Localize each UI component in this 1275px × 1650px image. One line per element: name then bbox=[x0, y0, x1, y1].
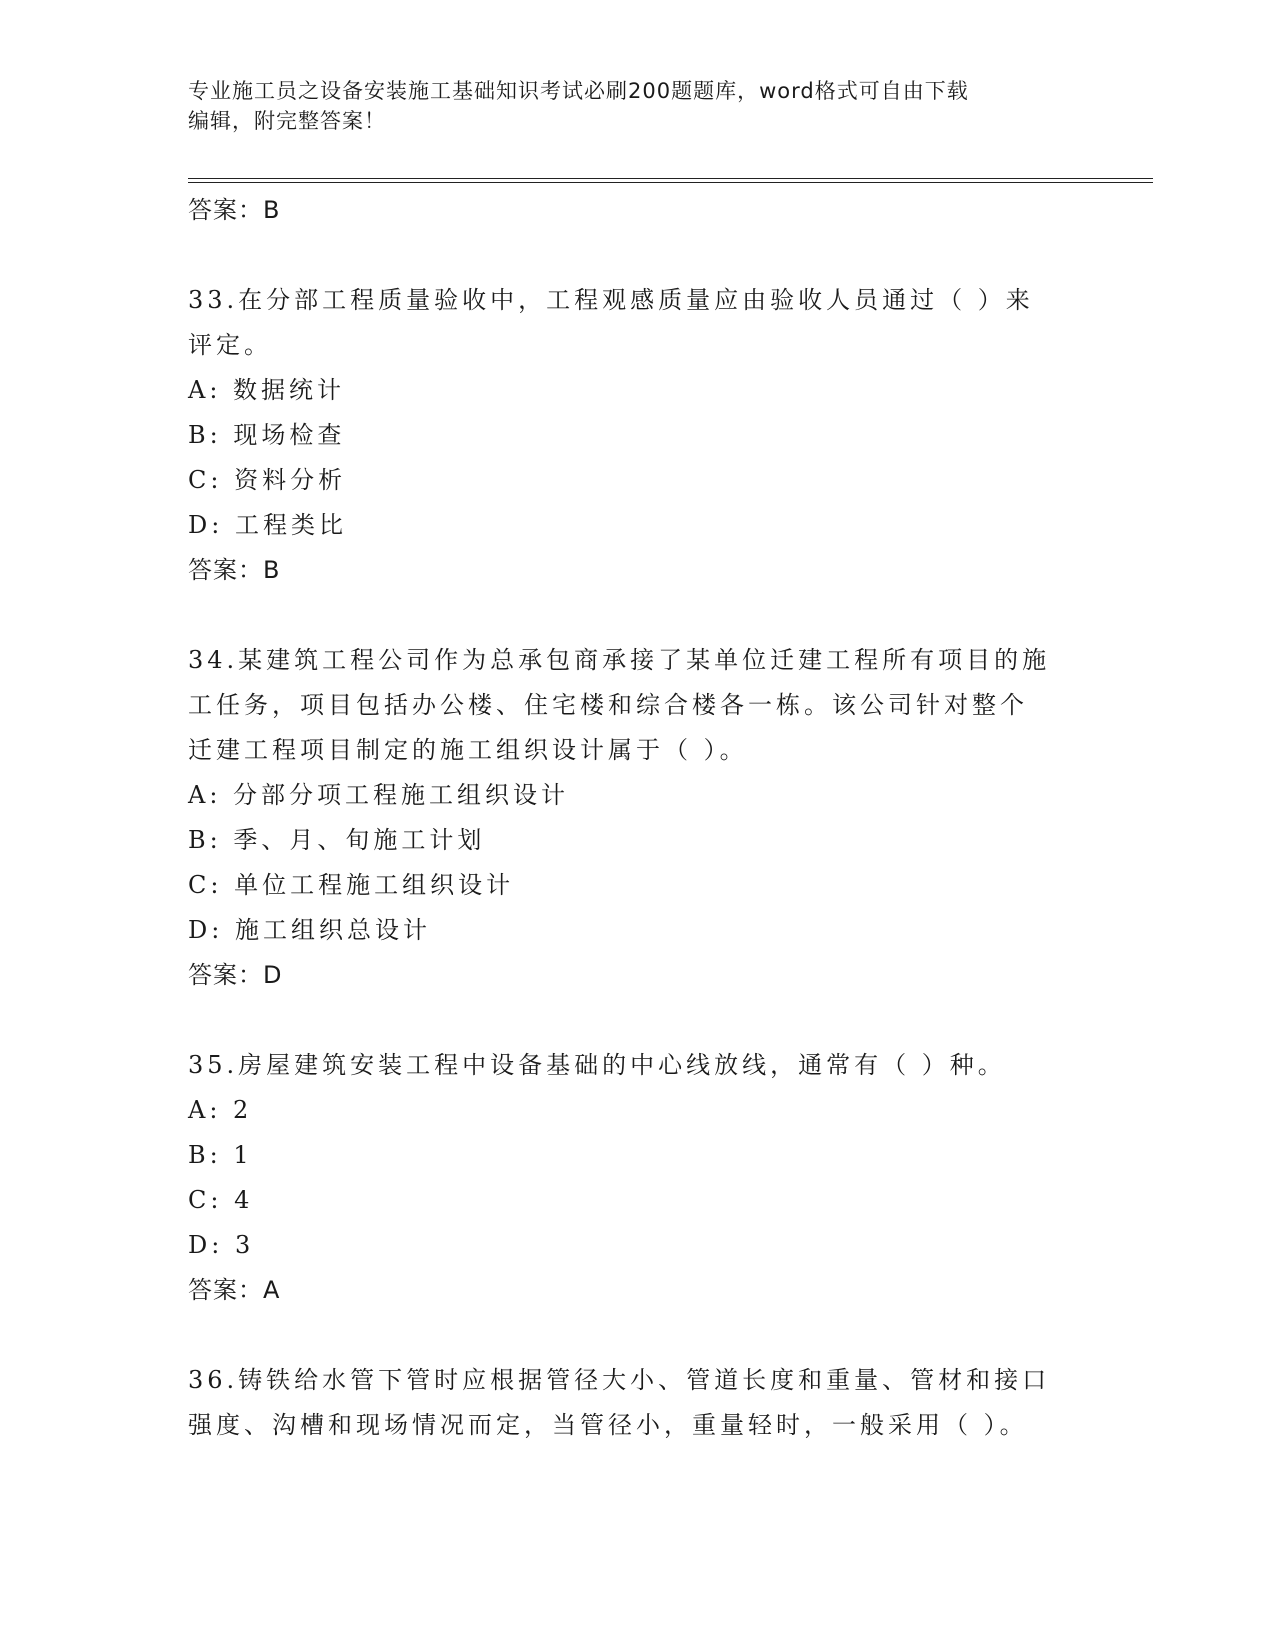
question-33-line-2: 评定。 bbox=[188, 331, 272, 359]
header-line-2: 编辑，附完整答案！ bbox=[188, 109, 386, 133]
answer-q35: 答案：A bbox=[188, 1276, 281, 1304]
question-35-option-b: B: 1 bbox=[188, 1141, 253, 1169]
document-header bbox=[188, 76, 1068, 136]
question-34-option-a: A: 分部分项工程施工组织设计 bbox=[188, 781, 570, 809]
question-34-line-3: 迁建工程项目制定的施工组织设计属于（ ）。 bbox=[188, 736, 748, 764]
answer-q34: 答案：D bbox=[188, 961, 283, 989]
question-36-line-1: 36.铸铁给水管下管时应根据管径大小、管道长度和重量、管材和接口 bbox=[188, 1366, 1051, 1394]
question-34-option-d: D: 施工组织总设计 bbox=[188, 916, 431, 944]
question-33-line-1: 33.在分部工程质量验收中，工程观感质量应由验收人员通过（ ）来 bbox=[188, 286, 1034, 314]
question-36-line-2: 强度、沟槽和现场情况而定，当管径小，重量轻时，一般采用（ ）。 bbox=[188, 1411, 1028, 1439]
question-33-option-b: B: 现场检查 bbox=[188, 421, 346, 449]
answer-q32: 答案：B bbox=[188, 196, 281, 224]
answer-q33: 答案：B bbox=[188, 556, 281, 584]
question-34-option-b: B: 季、月、旬施工计划 bbox=[188, 826, 486, 854]
header-line-1: 专业施工员之设备安装施工基础知识考试必刷200题题库，word格式可自由下载 bbox=[188, 79, 969, 103]
question-35-option-d: D: 3 bbox=[188, 1231, 255, 1259]
question-33-option-c: C: 资料分析 bbox=[188, 466, 347, 494]
question-33-option-d: D: 工程类比 bbox=[188, 511, 347, 539]
question-34-option-c: C: 单位工程施工组织设计 bbox=[188, 871, 515, 899]
question-35-line-1: 35.房屋建筑安装工程中设备基础的中心线放线，通常有（ ）种。 bbox=[188, 1051, 1006, 1079]
question-34-line-1: 34.某建筑工程公司作为总承包商承接了某单位迁建工程所有项目的施 bbox=[188, 646, 1051, 674]
header-divider-top bbox=[188, 178, 1153, 179]
question-35-option-c: C: 4 bbox=[188, 1186, 254, 1214]
header-divider-bottom bbox=[188, 182, 1153, 183]
question-35-option-a: A: 2 bbox=[188, 1096, 253, 1124]
question-33-option-a: A: 数据统计 bbox=[188, 376, 346, 404]
question-34-line-2: 工任务，项目包括办公楼、住宅楼和综合楼各一栋。该公司针对整个 bbox=[188, 691, 1028, 719]
